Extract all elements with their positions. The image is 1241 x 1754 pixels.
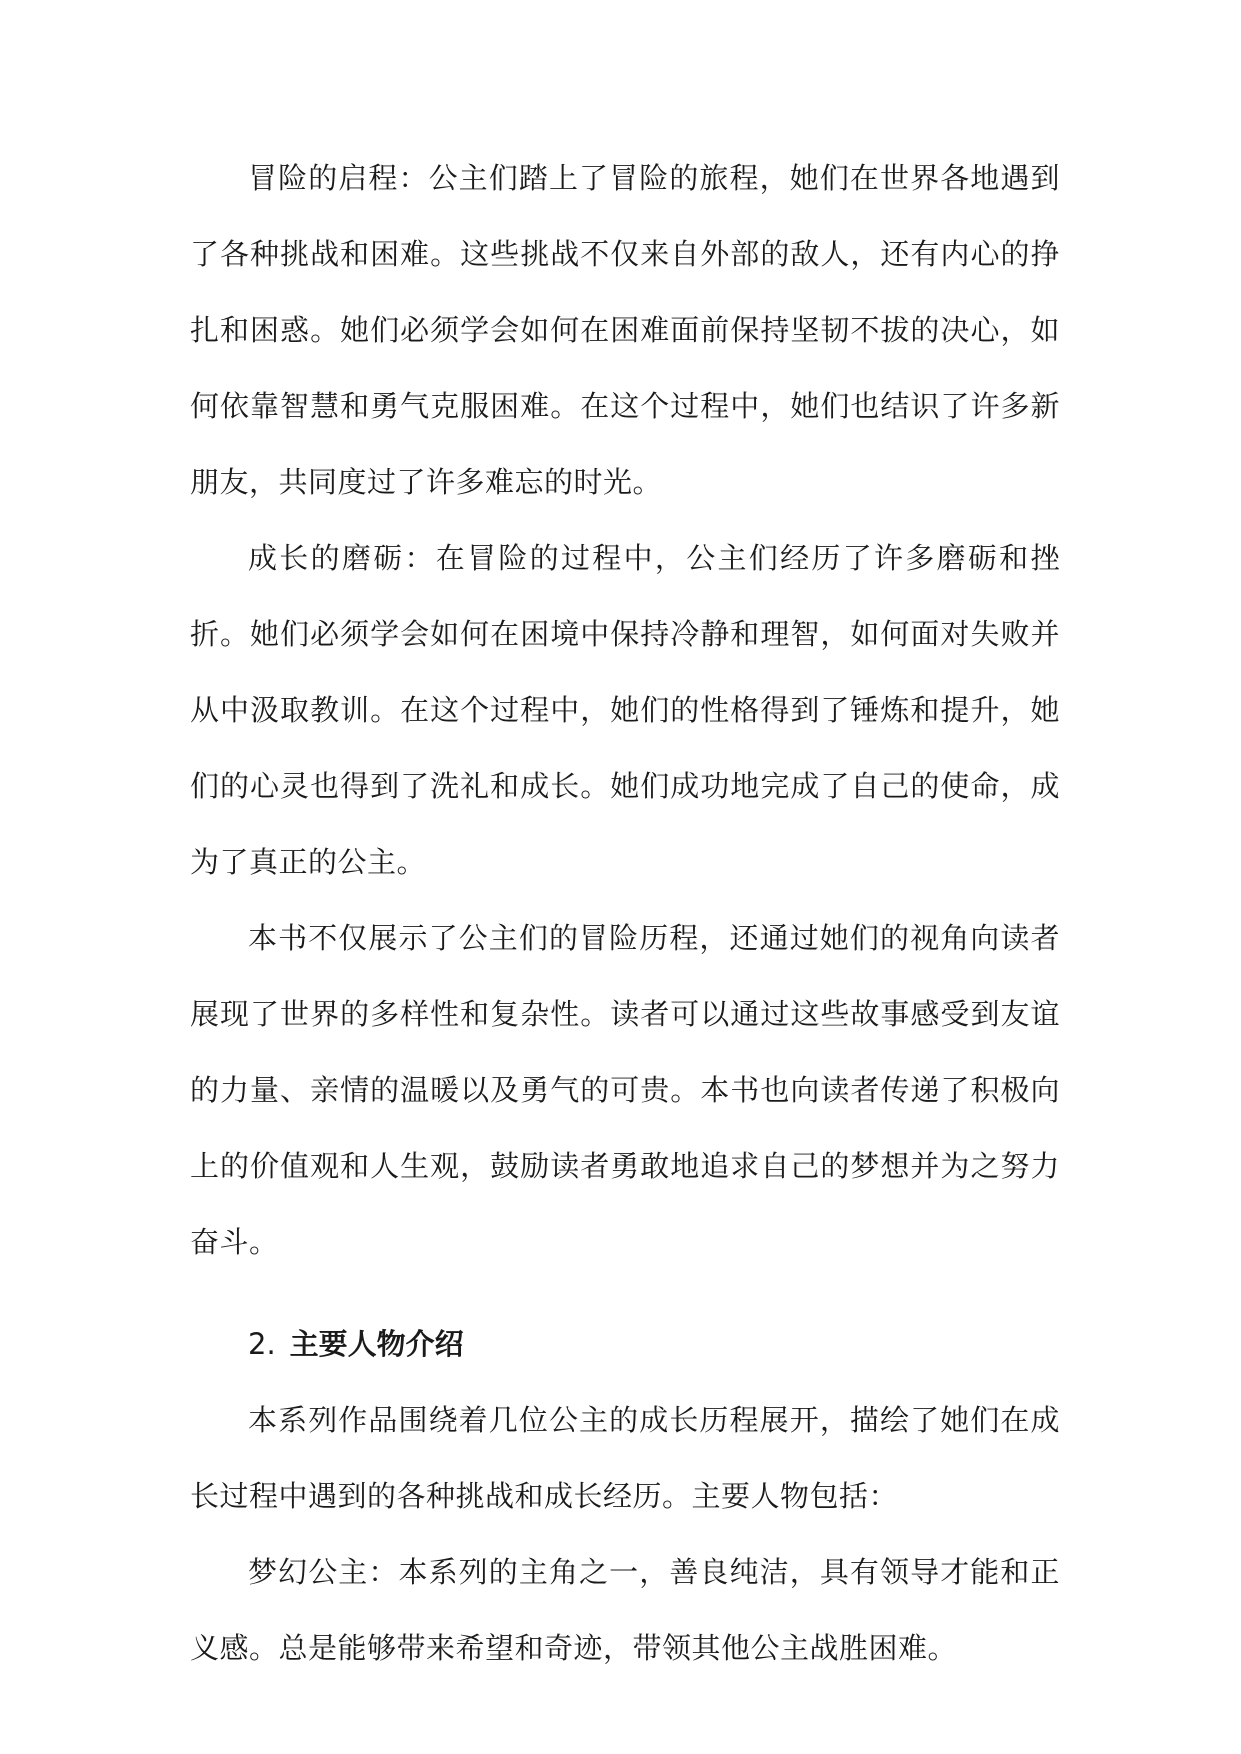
section-heading: [190, 1306, 1060, 1382]
paragraph-adventure-start: 冒险的启程：公主们踏上了冒险的旅程，她们在世界各地遇到了各种挑战和困难。这些挑战不仅来自外部的敌人，还有内心的挣扎和困惑。她们必须学会如何在困难面前保持坚韧不拔的决心，如何依靠智慧和勇气克服困难。在这个过程中，她们也结识了许多新朋友，共同度过了许多难忘的时光。: [190, 161, 1060, 499]
paragraph-dream-princess: 梦幻公主：本系列的主角之一，善良纯洁，具有领导才能和正义感。总是能够带来希望和奇迹，带领其他公主战胜困难。: [190, 1555, 1060, 1665]
paragraph-book-summary: 本书不仅展示了公主们的冒险历程，还通过她们的视角向读者展现了世界的多样性和复杂性。读者可以通过这些故事感受到友谊的力量、亲情的温暖以及勇气的可贵。本书也向读者传递了积极向上的价值观和人生观，鼓励读者勇敢地追求自己的梦想并为之努力奋斗。: [190, 921, 1060, 1259]
page-body: [190, 140, 1060, 1686]
section-title: 主要人物介绍: [289, 1327, 464, 1361]
paragraph-growth-trials: 成长的磨砺：在冒险的过程中，公主们经历了许多磨砺和挫折。她们必须学会如何在困境中保持冷静和理智，如何面对失败并从中汲取教训。在这个过程中，她们的性格得到了锤炼和提升，她们的心灵也得到了洗礼和成长。她们成功地完成了自己的使命，成为了真正的公主。: [190, 541, 1060, 879]
section-number: 2.: [248, 1327, 276, 1361]
paragraph-characters-intro: 本系列作品围绕着几位公主的成长历程展开，描绘了她们在成长过程中遇到的各种挑战和成长经历。主要人物包括：: [190, 1403, 1060, 1513]
